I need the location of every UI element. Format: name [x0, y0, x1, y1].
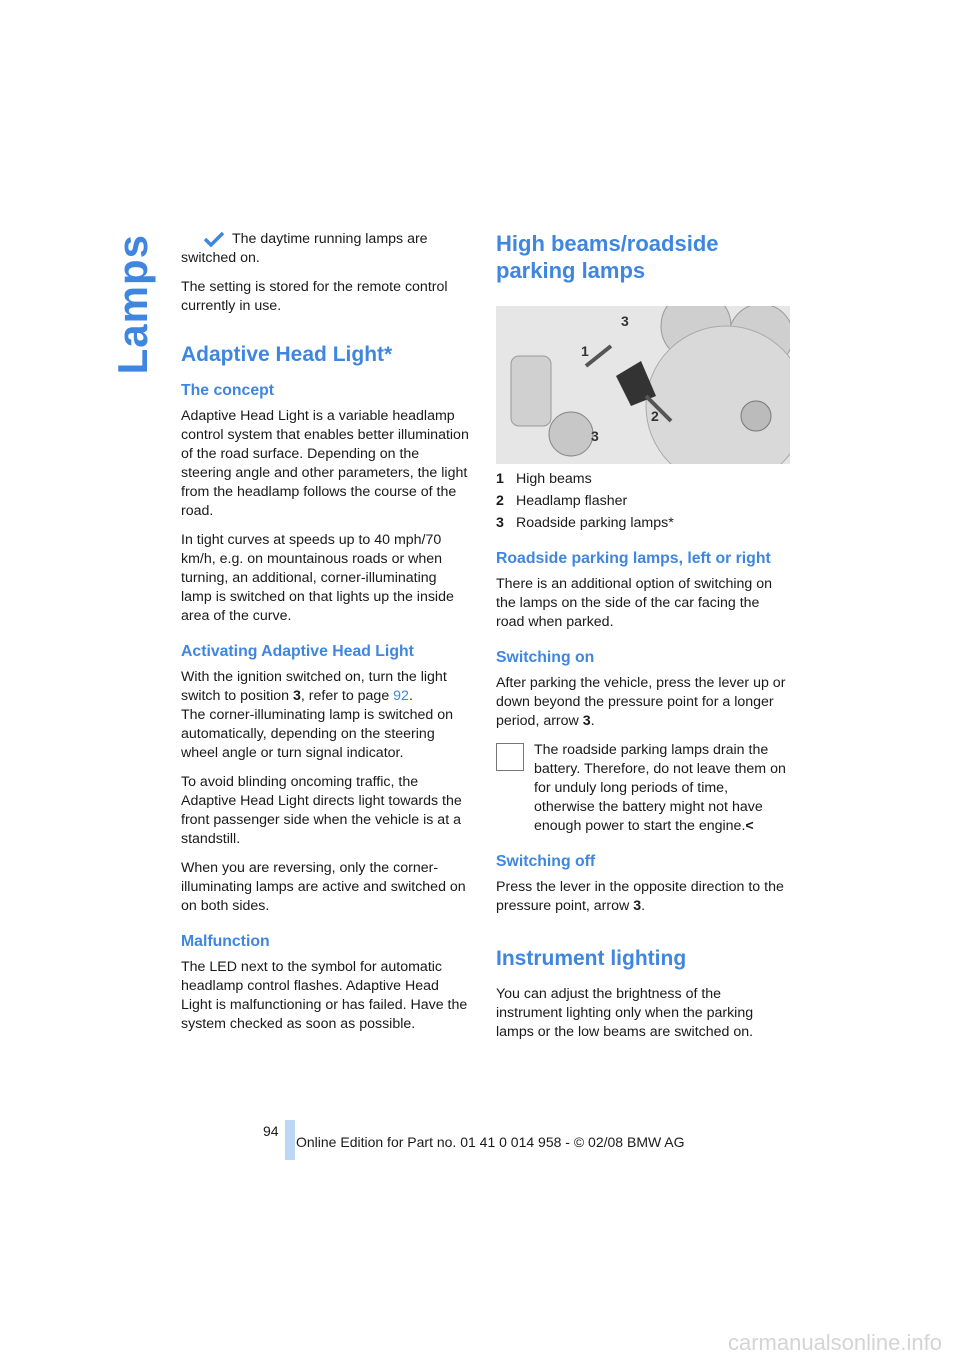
check-paragraph [181, 230, 471, 268]
page-number: 94 [263, 1123, 279, 1139]
activating-text: With the ignition switched on, turn the light switch to position [181, 669, 447, 704]
steering-lever-figure [496, 306, 790, 464]
activating-line2: The corner-illuminating lamp is switched on automatically, depending on the steering wheel angle or turn signal indicator. [181, 707, 454, 761]
activating-text-refer: , refer to page [300, 688, 394, 704]
list-item [496, 470, 786, 489]
switching-off-paragraph [496, 878, 786, 916]
switching-off-text: Press the lever in the opposite direction to the pressure point, arrow [496, 879, 784, 914]
switching-on-text: After parking the vehicle, press the lever up or down beyond the pressure point for a longer period, arrow [496, 675, 786, 729]
item-number: 2 [496, 493, 504, 509]
switching-on-period: . [590, 713, 595, 729]
check-line1: The daytime running lamps are [232, 231, 428, 247]
item-text: High beams [516, 471, 592, 487]
note-end-marker: < [745, 818, 754, 834]
roadside-paragraph: There is an additional option of switching on the lamps on the side of the car facing the road when parked. [496, 576, 773, 630]
footer-accent-bar [285, 1120, 295, 1160]
malfunction-heading: Malfunction [181, 933, 270, 950]
item-number: 3 [496, 515, 504, 531]
activating-period: . [408, 688, 413, 704]
svg-text:1: 1 [581, 343, 589, 359]
lever-functions-list [496, 470, 786, 533]
check-line2: switched on. [181, 250, 260, 266]
arrow-number: 3 [633, 898, 642, 914]
roadside-heading: Roadside parking lamps, left or right [496, 550, 771, 567]
checkmark-icon [202, 231, 226, 247]
malfunction-paragraph: The LED next to the symbol for automatic headlamp control flashes. Adaptive Head Light is malfunctioning or has failed. Have the system checked as soon as possible. [181, 959, 468, 1032]
item-text: Headlamp flasher [516, 493, 628, 509]
chapter-side-title: Lamps [109, 234, 156, 375]
switching-on-paragraph [496, 674, 786, 731]
note-icon [496, 743, 524, 771]
battery-note [496, 741, 786, 836]
blinding-paragraph: To avoid blinding oncoming traffic, the Adaptive Head Light directs light towards the front passenger side when the vehicle is at a standstill. [181, 774, 462, 847]
watermark: carmanualsonline.info [727, 1330, 942, 1355]
list-item [496, 514, 786, 533]
edition-footer: Online Edition for Part no. 01 41 0 014 958 - © 02/08 BMW AG [296, 1134, 685, 1150]
activating-paragraph [181, 668, 471, 763]
item-text: Roadside parking lamps* [516, 515, 674, 531]
concept-paragraph-2: In tight curves at speeds up to 40 mph/70 km/h, e.g. on mountainous roads or when turning, an additional, corner-illuminating lamp is switched on that lights up the inside area of the curve. [181, 532, 454, 624]
reversing-paragraph: When you are reversing, only the corner-illuminating lamps are active and switched on on both sides. [181, 860, 466, 914]
instrument-heading: Instrument lighting [496, 947, 687, 970]
stored-paragraph: The setting is stored for the remote control currently in use. [181, 279, 448, 314]
note-text: The roadside parking lamps drain the battery. Therefore, do not leave them on for unduly long periods of time, otherwise the battery might not have enough power to start the engine. [534, 742, 786, 834]
page-reference-link[interactable]: 92 [393, 688, 409, 704]
svg-text:2: 2 [651, 408, 659, 424]
adaptive-heading: Adaptive Head Light* [181, 343, 393, 366]
switching-off-heading: Switching off [496, 853, 596, 870]
steering-lever-illustration [496, 306, 790, 464]
svg-text:3: 3 [591, 428, 599, 444]
concept-heading: The concept [181, 382, 275, 399]
switching-on-heading: Switching on [496, 649, 595, 666]
instrument-paragraph: You can adjust the brightness of the instrument lighting only when the parking lamps or the low beams are switched on. [496, 986, 754, 1040]
switching-off-period: . [641, 898, 646, 914]
concept-paragraph-1: Adaptive Head Light is a variable headlamp control system that enables better illumination of the road surface. Depending on the steering angle and other parameters, the light from the headlamp follows the course of the road. [181, 408, 469, 519]
item-number: 1 [496, 471, 504, 487]
svg-text:3: 3 [621, 313, 629, 329]
highbeams-heading: High beams/roadside parking lamps [496, 231, 719, 283]
left-column [181, 230, 471, 1044]
position-number: 3 [292, 688, 301, 704]
list-item [496, 492, 786, 511]
activating-heading: Activating Adaptive Head Light [181, 643, 414, 660]
right-column [496, 230, 786, 1052]
arrow-number: 3 [582, 713, 591, 729]
